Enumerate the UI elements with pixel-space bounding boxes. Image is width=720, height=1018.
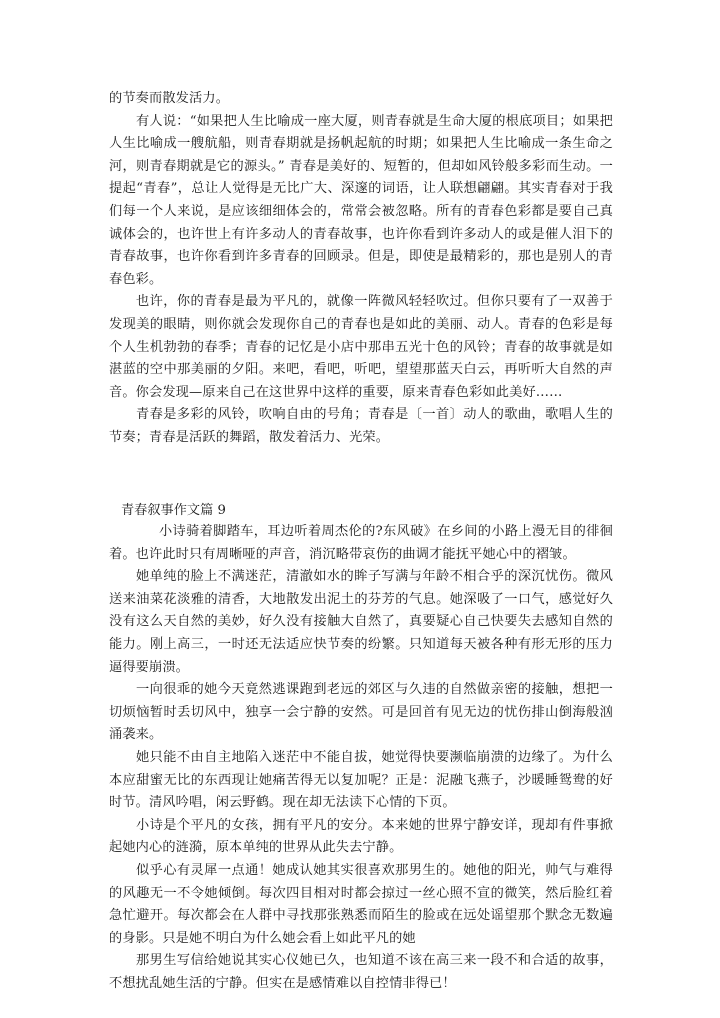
paragraph: 似乎心有灵犀一点通！她成认她其实很喜欢那男生的。她他的阳光，帅气与难得的风趣无一不令她倾倒。每次四目相对时都会掠过一丝心照不宣的微笑，然后脸红着急忙避开。每次都会在人群中寻找那张熟悉而陌生的脸或在远处谣望那个默念无数遍的身影。只是她不明白为什么她会看上如此平凡的她 (109, 862, 613, 946)
paragraph: 小诗骑着脚踏车，耳边听着周杰伦的?东风破》在乡间的小路上漫无目的徘徊着。也许此时只有周晰哑的声音，消沉略带哀伤的曲调才能抚平她心中的褶皱。 (109, 524, 613, 562)
paragraph: 青春是多彩的风铃，吹响自由的号角；青春是〔一首〕动人的歌曲，歌唱人生的节奏；青春是活跃的舞蹈，散发着活力、光荣。 (109, 407, 613, 445)
paragraph: 小诗是个平凡的女孩，拥有平凡的安分。本来她的世界宁静安详，现却有件事掀起她内心的涟漪，原本单纯的世界从此失去宁静。 (109, 817, 613, 856)
paragraph: 她单纯的脸上不满迷茫，清澈如水的眸子写满与年龄不相合乎的深沉忧伤。微风送来油菜花淡雅的清香，大地散发出泥土的芬芳的气息。她深吸了一口气，感觉好久没有这么天自然的美妙，好久没有接触大自然了，真要疑心自己快要失去感知自然的能力。刚上高三，一时还无法适应快节奏的纷繁。只知道每天被各种有形无形的压力逼得要崩溃。 (109, 569, 613, 675)
paragraph: 也许，你的青春是最为平凡的，就像一阵微风轻轻吹过。但你只要有了一双善于发现美的眼睛，则你就会发现你自己的青春也是如此的美丽、动人。青春的色彩是每个人生机勃勃的春季；青春的记忆是小店中那串五光十色的风铃；青春的故事就是如湛蓝的空中那美丽的夕阳。来吧，看吧，听吧，望望那蓝天白云，再听听大自然的声音。你会发现—原来自己在这世界中这样的重要，原来青春色彩如此美好…… (109, 294, 613, 400)
paragraph: 有人说：“如果把人生比喻成一座大厦，则青春就是生命大厦的根底项目；如果把人生比喻成一艘航船，则青春期就是扬帆起航的时期；如果把人生比喻成一条生命之河，则青春期就是它的源头。” 青春是美好的、短暂的，但却如风铃般多彩而生动。一提起“青春”，总让人觉得是无比广大、深邃的词语，让人联想翩翩。其实青春对于我们每一个人来说，是应该细细体会的，常常会被忽略。所有的青春色彩都是要自己真诚体会的，也许世上有许多动人的青春故事，也许你看到许多动人的或是催人泪下的青春故事，也许你看到许多青春的回顾录。但是，即使是最精彩的，那也是别人的青春色彩。 (109, 113, 613, 287)
paragraph: 她只能不由自主地陷入迷茫中不能自拔，她觉得快要濒临崩溃的边缘了。为什么本应甜蜜无比的东西现让她痛苦得无以复加呢？正是：泥融飞燕子，沙暖睡鸳鸯的好时节。清风吟唱，闲云野鹤。现在却无法读下心情的下页。 (109, 749, 613, 811)
section-two (109, 521, 613, 995)
paragraph: 那男生写信给她说其实心仪她已久，也知道不该在高三来一段不和合适的故事，不想扰乱她生活的宁静。但实在是感情难以自控情非得已！ (109, 953, 613, 991)
section-one (109, 88, 613, 450)
section-two-title: 青春叙事作文篇 9 (121, 503, 226, 518)
paragraph: 的节奏而散发活力。 (109, 91, 230, 106)
paragraph: 一向很乖的她今天竟然逃课跑到老远的郊区与久违的自然做亲密的接触，想把一切烦恼暂时丢切风中，独享一会宁静的安然。可是回首有见无边的忧伤排山倒海般汹涌袭来。 (109, 682, 613, 743)
